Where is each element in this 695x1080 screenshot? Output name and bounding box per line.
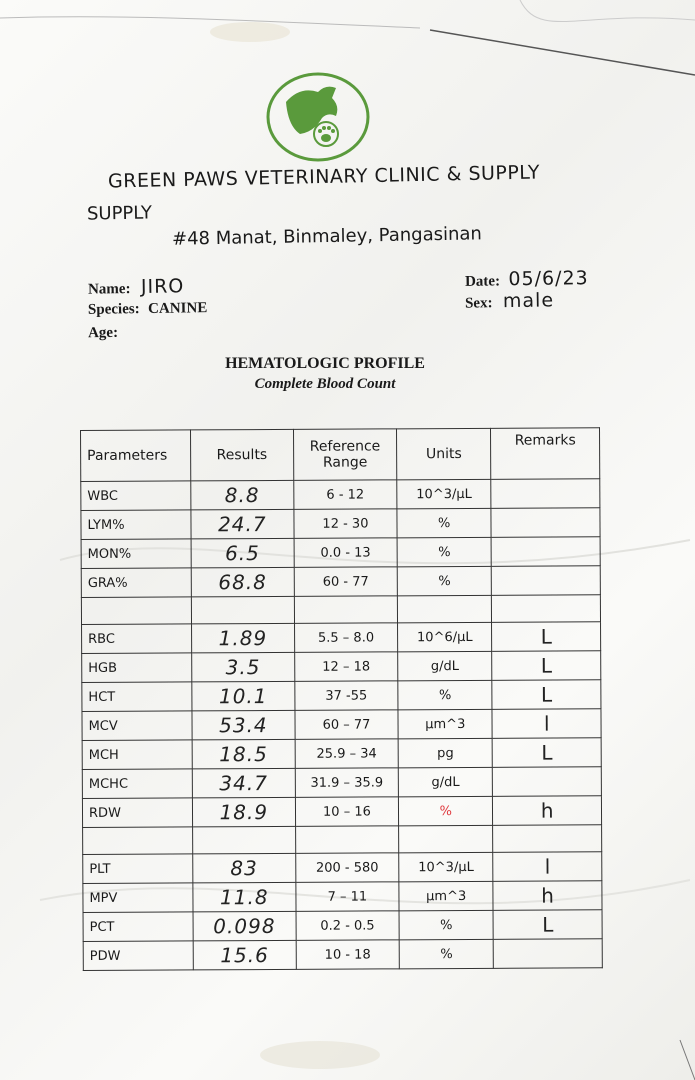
name-label: Name: bbox=[87, 281, 131, 298]
report-title: HEMATOLOGIC PROFILE bbox=[225, 355, 425, 372]
age-field bbox=[88, 320, 118, 342]
unit-cell: pg bbox=[398, 738, 492, 767]
table-body bbox=[81, 479, 603, 971]
result-cell: 8.8 bbox=[191, 480, 294, 510]
reference-range-cell bbox=[295, 826, 398, 854]
unit-cell: % bbox=[399, 796, 493, 825]
species-value: CANINE bbox=[148, 300, 208, 317]
table-row bbox=[81, 479, 600, 511]
species-field bbox=[88, 299, 208, 319]
remarks-cell: L bbox=[493, 910, 602, 940]
unit-cell: 10^6/µL bbox=[398, 622, 492, 651]
clinic-name: GREEN PAWS VETERINARY CLINIC & SUPPLY bbox=[107, 161, 541, 193]
table-row bbox=[81, 508, 600, 540]
reference-range-cell bbox=[294, 596, 397, 624]
result-cell: 6.5 bbox=[191, 538, 294, 568]
table-row bbox=[82, 709, 601, 741]
remarks-cell bbox=[491, 537, 600, 567]
species-label: Species: bbox=[87, 301, 140, 318]
parameter-cell: HCT bbox=[82, 682, 192, 712]
parameter-cell bbox=[83, 827, 193, 855]
remarks-cell bbox=[491, 479, 600, 509]
header-reference-range: Reference Range bbox=[293, 429, 397, 481]
result-cell: 83 bbox=[193, 853, 296, 883]
reference-range-cell: 37 -55 bbox=[295, 681, 398, 711]
parameter-cell: WBC bbox=[81, 481, 191, 511]
table-row bbox=[81, 537, 600, 569]
unit-cell: g/dL bbox=[398, 651, 492, 680]
parameter-cell: RBC bbox=[82, 624, 192, 654]
parameter-cell: MCHC bbox=[82, 769, 192, 799]
table-row bbox=[82, 767, 601, 799]
parameter-cell: LYM% bbox=[81, 510, 191, 540]
parameter-cell: PLT bbox=[83, 854, 193, 884]
header-units: Units bbox=[397, 428, 492, 479]
unit-cell: % bbox=[398, 680, 492, 709]
age-label: Age: bbox=[87, 324, 119, 342]
reference-range-cell: 12 - 30 bbox=[294, 509, 397, 539]
result-cell: 1.89 bbox=[191, 623, 294, 653]
table-row bbox=[83, 852, 602, 884]
header-remarks: Remarks bbox=[491, 428, 600, 480]
remarks-cell: l bbox=[492, 709, 601, 739]
remarks-cell bbox=[492, 595, 601, 623]
reference-range-cell: 10 – 16 bbox=[295, 797, 398, 827]
result-cell: 24.7 bbox=[191, 509, 294, 539]
clinic-address: #48 Manat, Binmaley, Pangasinan bbox=[171, 223, 483, 250]
reference-range-cell: 31.9 – 35.9 bbox=[295, 768, 398, 798]
date-label: Date: bbox=[464, 273, 501, 290]
reference-range-cell: 25.9 – 34 bbox=[295, 739, 398, 769]
header-parameters: Parameters bbox=[81, 430, 191, 482]
unit-cell: % bbox=[399, 939, 493, 968]
unit-cell: % bbox=[397, 508, 491, 537]
result-cell: 3.5 bbox=[191, 652, 294, 682]
result-cell: 68.8 bbox=[191, 567, 294, 597]
table-row bbox=[83, 910, 602, 942]
reference-range-cell: 12 – 18 bbox=[294, 652, 397, 682]
result-cell: 11.8 bbox=[193, 882, 296, 912]
result-cell: 18.5 bbox=[192, 739, 295, 769]
table-header-row bbox=[81, 428, 600, 482]
sex-value: male bbox=[502, 289, 555, 313]
result-cell: 10.1 bbox=[192, 681, 295, 711]
name-value: JIRO bbox=[140, 275, 185, 298]
table-row bbox=[82, 738, 601, 770]
table-spacer-row bbox=[83, 825, 602, 855]
table-row bbox=[82, 651, 601, 683]
reference-range-cell: 200 - 580 bbox=[295, 853, 398, 883]
cbc-results-table bbox=[80, 427, 603, 971]
result-cell: 34.7 bbox=[192, 768, 295, 798]
remarks-cell: L bbox=[492, 651, 601, 681]
parameter-cell bbox=[81, 597, 191, 625]
unit-cell bbox=[397, 595, 491, 622]
parameter-cell: MON% bbox=[81, 539, 191, 569]
remarks-cell: L bbox=[492, 680, 601, 710]
reference-range-cell: 60 - 77 bbox=[294, 567, 397, 597]
unit-cell: 10^3/µL bbox=[397, 479, 491, 508]
table-row bbox=[81, 566, 600, 598]
result-cell: 0.098 bbox=[193, 911, 296, 941]
result-cell bbox=[191, 596, 294, 624]
date-value: 05/6/23 bbox=[508, 267, 589, 291]
reference-range-cell: 0.2 - 0.5 bbox=[296, 911, 399, 941]
parameter-cell: MPV bbox=[83, 883, 193, 913]
remarks-cell bbox=[492, 566, 601, 596]
unit-cell: µm^3 bbox=[398, 709, 492, 738]
remarks-cell bbox=[491, 508, 600, 538]
reference-range-cell: 5.5 – 8.0 bbox=[294, 623, 397, 653]
remarks-cell: L bbox=[492, 622, 601, 652]
parameter-cell: MCV bbox=[82, 711, 192, 741]
reference-range-cell: 7 – 11 bbox=[296, 882, 399, 912]
table-row bbox=[82, 796, 601, 828]
parameter-cell: RDW bbox=[82, 798, 192, 828]
report-subtitle: Complete Blood Count bbox=[254, 376, 396, 392]
reference-range-cell: 10 - 18 bbox=[296, 940, 399, 970]
remarks-cell: L bbox=[492, 738, 601, 768]
result-cell: 15.6 bbox=[193, 940, 296, 970]
unit-cell: g/dL bbox=[398, 767, 492, 796]
unit-cell: µm^3 bbox=[399, 881, 493, 910]
green-paws-logo bbox=[266, 72, 370, 162]
sex-label: Sex: bbox=[464, 295, 493, 312]
remarks-cell bbox=[494, 939, 603, 969]
parameter-cell: GRA% bbox=[81, 568, 191, 598]
reference-range-cell: 0.0 - 13 bbox=[294, 538, 397, 568]
result-cell: 53.4 bbox=[192, 710, 295, 740]
remarks-cell: h bbox=[493, 881, 602, 911]
parameter-cell: MCH bbox=[82, 740, 192, 770]
reference-range-cell: 60 – 77 bbox=[295, 710, 398, 740]
unit-cell: % bbox=[397, 537, 491, 566]
table-spacer-row bbox=[81, 595, 600, 625]
clinic-name-continued: SUPPLY bbox=[86, 202, 153, 225]
unit-cell: % bbox=[399, 910, 493, 939]
parameter-cell: PCT bbox=[83, 912, 193, 942]
table-row bbox=[82, 622, 601, 654]
result-cell bbox=[192, 826, 295, 854]
table-row bbox=[83, 881, 602, 913]
reference-range-cell: 6 - 12 bbox=[294, 480, 397, 510]
table-row bbox=[83, 939, 602, 971]
table-row bbox=[82, 680, 601, 712]
date-field bbox=[465, 267, 589, 291]
parameter-cell: HGB bbox=[82, 653, 192, 683]
remarks-cell: l bbox=[493, 852, 602, 882]
header-results: Results bbox=[190, 429, 293, 481]
unit-cell bbox=[399, 825, 493, 852]
unit-cell: % bbox=[397, 566, 491, 595]
remarks-cell: h bbox=[493, 796, 602, 826]
remarks-cell bbox=[493, 767, 602, 797]
result-cell: 18.9 bbox=[192, 797, 295, 827]
remarks-cell bbox=[493, 825, 602, 853]
unit-cell: 10^3/µL bbox=[399, 852, 493, 881]
sex-field bbox=[465, 289, 554, 312]
parameter-cell: PDW bbox=[83, 941, 193, 971]
patient-name-field bbox=[88, 275, 185, 298]
